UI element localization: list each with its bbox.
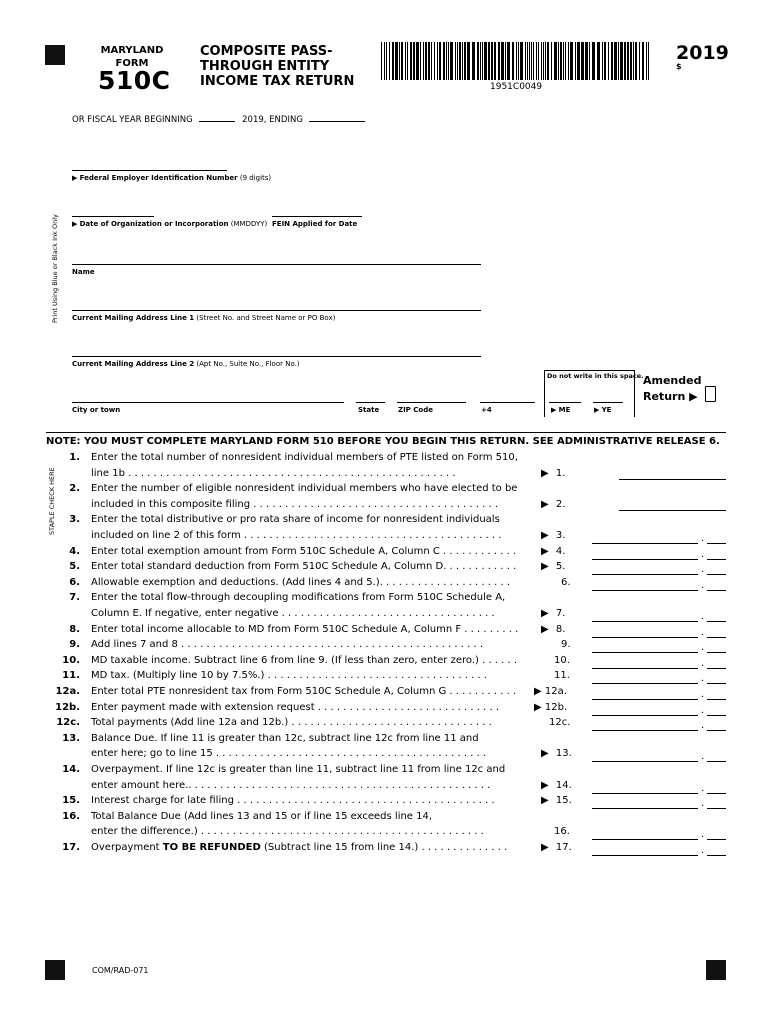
barcode-bar (431, 42, 432, 80)
barcode-bar (482, 42, 483, 80)
plus4-label: +4 (481, 406, 492, 414)
state-name: MARYLAND (100, 45, 164, 56)
amended-line2: Return (643, 390, 686, 403)
registration-mark-bottom-left (45, 960, 65, 980)
title-line1: COMPOSITE PASS- (200, 44, 333, 59)
line-number: 14. (62, 764, 80, 775)
line-reference (541, 841, 572, 855)
barcode-bar (389, 42, 390, 80)
line-cents-input[interactable] (707, 656, 726, 669)
line-count-input[interactable] (619, 498, 726, 511)
form-footer-code: COM/RAD-071 (92, 966, 149, 975)
barcode-bar (608, 42, 609, 80)
barcode-bar (405, 42, 406, 80)
barcode-bar (577, 42, 580, 80)
line-reference (541, 467, 565, 481)
barcode-bar (630, 42, 632, 80)
line-number: 2. (69, 483, 80, 495)
line-reference (541, 747, 572, 761)
tax-year: 2019 (676, 42, 729, 64)
line-number: 9. (69, 639, 80, 651)
barcode-bar (554, 42, 557, 80)
line-text: enter amount here.. . . . . . . . . . . . . . . . . . . . . . . . . . . . . . . . . . . . . . . . . . . . . . . . (91, 779, 491, 791)
line-reference (534, 685, 567, 699)
line-text-bold: TO BE REFUNDED (162, 842, 261, 853)
decimal-point: . (701, 657, 705, 669)
me-input (549, 402, 581, 403)
line-reference (541, 779, 572, 793)
line-text: Balance Due. If line 11 is greater than 12c, subtract line 12c from line 11 and (91, 732, 479, 744)
line-text: Allowable exemption and deductions. (Add lines 4 and 5.). . . . . . . . . . . . . . . . . . . . . (91, 576, 511, 588)
barcode-bar (570, 42, 573, 80)
fein-input[interactable] (72, 170, 227, 171)
barcode-bar (407, 42, 408, 80)
do-not-write-label: Do not write in this space. (547, 372, 644, 380)
line-ref-label: 1. (555, 467, 566, 479)
line-ref-label: 5. (555, 561, 566, 573)
decimal-point: . (701, 579, 705, 591)
line-number: 5. (69, 561, 80, 573)
barcode-bar (520, 42, 523, 80)
barcode-bar (624, 42, 626, 80)
date-org-label: ▶ Date of Organization or Incorporation (MMDDYY) (72, 220, 268, 228)
line-cents-input[interactable] (707, 703, 726, 716)
line-ref-label: 11. (554, 670, 570, 682)
barcode-bar (381, 42, 382, 80)
line-amount-input[interactable] (592, 578, 698, 591)
line-amount-input[interactable] (592, 827, 698, 840)
arrow-icon: ▶ (541, 530, 552, 541)
zip-label: ZIP Code (398, 406, 433, 414)
form-number: 510C (98, 66, 171, 95)
barcode-bar (568, 42, 569, 80)
barcode-bar (488, 42, 490, 80)
barcode-bar (597, 42, 600, 80)
barcode-bar (527, 42, 528, 80)
arrow-icon: ▶ (541, 498, 552, 510)
line-text: enter the difference.) . . . . . . . . . . . . . . . . . . . . . . . . . . . . . . . . . . . . . . . . . . . . . (91, 826, 484, 838)
line-reference (541, 545, 565, 559)
barcode-bar (428, 42, 430, 80)
title-line2: THROUGH ENTITY (200, 59, 330, 74)
barcode-bar (646, 42, 647, 80)
line-number: 15. (62, 795, 80, 807)
barcode-bar (620, 42, 623, 80)
line-number: 6. (69, 576, 80, 588)
line-count-input[interactable] (619, 467, 726, 480)
staple-check-here: STAPLE CHECK HERE (48, 467, 56, 535)
line-cents-input[interactable] (707, 609, 726, 622)
decimal-point: . (701, 689, 705, 700)
line-number: 8. (69, 623, 80, 635)
arrow-icon: ▶ (541, 795, 552, 807)
decimal-point: . (701, 704, 705, 716)
line-amount-input[interactable] (592, 625, 698, 638)
barcode-bar (477, 42, 479, 80)
decimal-point: . (701, 845, 705, 856)
barcode-bar (395, 42, 398, 80)
barcode-bar (423, 42, 424, 80)
line-cents-input[interactable] (707, 562, 726, 575)
barcode-bar (611, 42, 613, 80)
line-reference (541, 498, 565, 512)
barcode-bar (635, 42, 637, 80)
barcode-number: 1951C0049 (490, 82, 543, 92)
line-cents-input[interactable] (707, 781, 726, 794)
decimal-point: . (701, 642, 705, 654)
barcode-bar (467, 42, 470, 80)
barcode-bar (416, 42, 419, 80)
line-text-post: (Subtract line 15 from line 14.) . . . . . . . . . . . . . . (260, 842, 508, 853)
barcode-bar (560, 42, 562, 80)
barcode-bar (448, 42, 449, 80)
barcode (381, 42, 653, 80)
line-text: Total Balance Due (Add lines 13 and 15 or if line 15 exceeds line 14, (91, 810, 433, 822)
name-input[interactable] (72, 264, 481, 265)
barcode-bar (538, 42, 539, 80)
barcode-bar (533, 42, 534, 80)
decimal-point: . (701, 798, 705, 810)
line-number: 7. (69, 592, 80, 604)
line-cents-input[interactable] (707, 843, 726, 856)
barcode-bar (565, 42, 566, 80)
barcode-bar (604, 42, 606, 80)
barcode-bar (439, 42, 441, 80)
state-input[interactable] (356, 402, 385, 403)
barcode-bar (498, 42, 500, 80)
line-amount-input[interactable] (592, 687, 698, 700)
section-divider (46, 432, 726, 433)
line-number: 12a. (55, 686, 80, 697)
amended-return: Amended Return ▶ (643, 374, 702, 403)
print-instruction: Print Using Blue or Black Ink Only (51, 214, 59, 323)
line-amount-input[interactable] (592, 609, 698, 622)
barcode-bar (551, 42, 552, 80)
barcode-bar (585, 42, 588, 80)
fein-applied-input[interactable] (272, 216, 362, 217)
title-line3: INCOME TAX RETURN (200, 74, 355, 89)
barcode-bar (581, 42, 584, 80)
line-number: 12c. (56, 717, 80, 729)
barcode-bar (384, 42, 385, 80)
barcode-bar (507, 42, 510, 80)
line-text: Enter total PTE nonresident tax from Form 510C Schedule A, Column G . . . . . . . . . . . (91, 686, 517, 697)
barcode-bar (434, 42, 435, 80)
barcode-bar (547, 42, 549, 80)
decimal-point: . (701, 782, 705, 794)
barcode-bar (464, 42, 466, 80)
line-ref-label: 10. (554, 654, 570, 666)
decimal-point: . (701, 673, 705, 685)
line-text: Add lines 7 and 8 . . . . . . . . . . . . . . . . . . . . . . . . . . . . . . . . . . . . . . . . . . . . . . . . (91, 639, 484, 651)
line-ref-label: 6. (561, 576, 571, 588)
line-cents-input[interactable] (707, 796, 726, 809)
decimal-point: . (701, 720, 705, 732)
barcode-bar (491, 42, 493, 80)
barcode-bar (618, 42, 619, 80)
registration-mark-top-left (45, 45, 65, 65)
barcode-bar (536, 42, 537, 80)
barcode-bar (494, 42, 496, 80)
line-text: Enter total standard deduction from Form 510C Schedule A, Column D. . . . . . . . . . . . (91, 561, 517, 573)
barcode-bar (443, 42, 445, 80)
arrow-icon: ▶ (541, 842, 552, 853)
barcode-bar (420, 42, 421, 80)
arrow-icon: ▶ (541, 748, 552, 760)
line-text: Enter total income allocable to MD from Form 510C Schedule A, Column F . . . . . . . . . (91, 623, 519, 635)
barcode-bar (614, 42, 617, 80)
line-number: 17. (62, 842, 80, 853)
barcode-bar (425, 42, 427, 80)
arrow-icon: ▶ (541, 545, 552, 557)
line-reference (554, 825, 570, 839)
barcode-bar (563, 42, 564, 80)
line-text: Column E. If negative, enter negative . . . . . . . . . . . . . . . . . . . . . . . . . . . . . . . . . . (91, 608, 495, 619)
line-ref-label: 8. (555, 623, 566, 635)
line-text: included on line 2 of this form . . . . . . . . . . . . . . . . . . . . . . . . . . . . . . . . . . . . . . . . . (91, 530, 502, 541)
address-line1-input[interactable] (72, 310, 481, 311)
barcode-bar (505, 42, 506, 80)
line-cents-input[interactable] (707, 640, 726, 653)
line-text: enter here; go to line 15 . . . . . . . . . . . . . . . . . . . . . . . . . . . . . . . . . . . . . . . . . . . (91, 748, 487, 760)
line-reference (534, 701, 567, 715)
barcode-bar (459, 42, 461, 80)
line-cents-input[interactable] (707, 749, 726, 762)
barcode-bar (410, 42, 412, 80)
line-ref-label: 4. (555, 545, 566, 557)
ye-input (593, 402, 623, 403)
line-text: Enter total exemption amount from Form 510C Schedule A, Column C . . . . . . . . . . . . (91, 545, 517, 557)
ye-label: ▶ YE (594, 406, 612, 414)
form-word: FORM (115, 58, 149, 69)
line-reference (561, 638, 571, 652)
line-amount-input[interactable] (592, 640, 698, 653)
line-text: MD taxable income. Subtract line 6 from line 9. (If less than zero, enter zero.) . . . . . . (91, 654, 518, 666)
barcode-bar (386, 42, 387, 80)
line-ref-label: 16. (554, 826, 570, 838)
line-amount-input[interactable] (592, 531, 698, 544)
line-amount-input[interactable] (592, 749, 698, 762)
barcode-bar (531, 42, 532, 80)
arrow-icon: ▶ (541, 779, 552, 791)
arrow-icon: ▶ (541, 623, 552, 635)
zip-input[interactable] (397, 402, 466, 403)
barcode-bar (512, 42, 514, 80)
barcode-bar (639, 42, 640, 80)
line-amount-input[interactable] (592, 656, 698, 669)
line-text: line 1b . . . . . . . . . . . . . . . . . . . . . . . . . . . . . . . . . . . . . . . . . . . . . . . . . . . . (91, 467, 456, 479)
fiscal-begin-label: OR FISCAL YEAR BEGINNING (72, 115, 193, 125)
arrow-icon: ▶ (541, 608, 552, 619)
line-number: 4. (69, 545, 80, 557)
arrow-icon: ▶ (541, 467, 552, 479)
line-amount-input[interactable] (592, 547, 698, 560)
fiscal-end-input[interactable] (309, 113, 365, 122)
line-number: 3. (69, 514, 80, 526)
line-text: Enter the total flow-through decoupling modifications from Form 510C Schedule A, (91, 592, 506, 604)
line-ref-label: 17. (555, 842, 572, 853)
line-reference (541, 623, 565, 637)
line-ref-label: 12a. (544, 686, 567, 697)
fein-label: ▶ Federal Employer Identification Number (9 digits) (72, 174, 272, 182)
fein-applied-label: FEIN Applied for Date (272, 220, 358, 228)
address-line1-label: Current Mailing Address Line 1 (Street No. and Street Name or PO Box) (72, 314, 336, 322)
line-number: 12b. (55, 701, 80, 713)
line-amount-input[interactable] (592, 703, 698, 716)
line-text-pre: Overpayment (91, 842, 163, 853)
line-amount-input[interactable] (592, 562, 698, 575)
line-text: Enter payment made with extension request . . . . . . . . . . . . . . . . . . . . . . . . . . . . . (91, 701, 499, 713)
barcode-bar (602, 42, 603, 80)
line-cents-input[interactable] (707, 547, 726, 560)
line-ref-label: 9. (561, 639, 571, 651)
dollar-sign: $ (676, 62, 682, 71)
line-number: 16. (62, 810, 80, 822)
line-reference (541, 529, 565, 543)
barcode-bar (484, 42, 487, 80)
city-input[interactable] (72, 402, 344, 403)
line-cents-input[interactable] (707, 625, 726, 638)
barcode-bar (575, 42, 576, 80)
registration-mark-bottom-right (706, 960, 726, 980)
decimal-point: . (701, 829, 705, 841)
line-reference (541, 607, 565, 621)
address-line2-input[interactable] (72, 356, 481, 357)
line-text: Interest charge for late filing . . . . . . . . . . . . . . . . . . . . . . . . . . . . . . . . . . . . . . . . . (91, 795, 495, 807)
decimal-point: . (701, 533, 705, 544)
line-text: Total payments (Add line 12a and 12b.) . . . . . . . . . . . . . . . . . . . . . . . . . . . . . . . . (91, 717, 492, 729)
line-cents-input[interactable] (707, 827, 726, 840)
line-reference (561, 576, 571, 590)
arrow-icon: ▶ (534, 701, 545, 713)
barcode-bar (457, 42, 458, 80)
fiscal-year-line (72, 113, 365, 125)
line-ref-label: 12b. (544, 701, 568, 713)
barcode-bar (462, 42, 463, 80)
decimal-point: . (701, 751, 705, 763)
barcode-bar (472, 42, 475, 80)
decimal-point: . (701, 626, 705, 638)
barcode-bar (413, 42, 415, 80)
barcode-bar (401, 42, 403, 80)
line-ref-label: 13. (555, 748, 572, 760)
barcode-bar (592, 42, 595, 80)
amended-checkbox[interactable] (705, 386, 716, 402)
barcode-bar (627, 42, 629, 80)
line-reference (554, 669, 570, 683)
line-reference (554, 654, 570, 668)
line-reference (549, 716, 570, 730)
decimal-point: . (701, 611, 705, 622)
line-amount-input[interactable] (592, 796, 698, 809)
line-number: 13. (62, 732, 80, 744)
line-amount-input[interactable] (592, 718, 698, 731)
barcode-bar (633, 42, 634, 80)
barcode-bar (480, 42, 481, 80)
barcode-bar (518, 42, 519, 80)
barcode-bar (642, 42, 644, 80)
me-label: ▶ ME (551, 406, 571, 414)
name-label: Name (72, 268, 95, 276)
line-number: 11. (62, 670, 80, 682)
barcode-bar (541, 42, 542, 80)
line-reference (541, 794, 572, 808)
line-cents-input[interactable] (707, 718, 726, 731)
line-ref-label: 3. (555, 530, 566, 541)
barcode-bar (558, 42, 559, 80)
fiscal-end-label: 2019, ENDING (242, 115, 303, 125)
line-ref-label: 15. (555, 795, 572, 807)
barcode-bar (501, 42, 504, 80)
line-text: included in this composite filing . . . . . . . . . . . . . . . . . . . . . . . . . . . . . . . . . . . . . . . (91, 498, 499, 510)
barcode-bar (545, 42, 546, 80)
decimal-point: . (701, 564, 705, 576)
arrow-icon: ▶ (534, 686, 545, 697)
line-cents-input[interactable] (707, 671, 726, 684)
line-text: Enter the total number of nonresident individual members of PTE listed on Form 510, (91, 452, 518, 463)
line-ref-label: 14. (555, 779, 572, 791)
barcode-bar (392, 42, 394, 80)
line-number: 10. (62, 654, 80, 666)
decimal-point: . (701, 548, 705, 560)
line-text (91, 841, 531, 855)
line-cents-input[interactable] (707, 578, 726, 591)
line-amount-input[interactable] (592, 781, 698, 794)
arrow-icon: ▶ (541, 561, 552, 573)
barcode-bar (437, 42, 438, 80)
state-label: State (358, 406, 380, 414)
barcode-bar (543, 42, 544, 80)
barcode-bar (450, 42, 453, 80)
barcode-bar (399, 42, 400, 80)
line-text: Overpayment. If line 12c is greater than line 11, subtract line 11 from line 12c and (91, 764, 506, 775)
line-text: Enter the number of eligible nonresident individual members who have elected to be (91, 483, 518, 495)
line-text: MD tax. (Multiply line 10 by 7.5%.) . . . . . . . . . . . . . . . . . . . . . . . . . . . . . . . . . . . (91, 670, 487, 682)
barcode-bar (455, 42, 456, 80)
barcode-bar (525, 42, 526, 80)
line-amount-input[interactable] (592, 671, 698, 684)
barcode-bar (529, 42, 530, 80)
plus4-input[interactable] (480, 402, 535, 403)
form-title (200, 44, 354, 89)
barcode-bar (589, 42, 590, 80)
line-cents-input[interactable] (707, 531, 726, 544)
city-label: City or town (72, 406, 121, 414)
note-text: NOTE: YOU MUST COMPLETE MARYLAND FORM 510 BEFORE YOU BEGIN THIS RETURN. SEE ADMINISTRATIVE RELEASE 6. (46, 436, 720, 447)
barcode-bar (446, 42, 447, 80)
line-number: 1. (69, 452, 80, 463)
line-amount-input[interactable] (592, 843, 698, 856)
line-ref-label: 2. (555, 498, 566, 510)
line-ref-label: 7. (555, 608, 566, 619)
fiscal-begin-input[interactable] (199, 113, 235, 122)
line-text: Enter the total distributive or pro rata share of income for nonresident individuals (91, 514, 500, 526)
date-org-input[interactable] (72, 216, 154, 217)
amended-line1: Amended (643, 374, 702, 387)
barcode-bar (516, 42, 517, 80)
address-line2-label: Current Mailing Address Line 2 (Apt No., Suite No., Floor No.) (72, 360, 300, 368)
line-ref-label: 12c. (549, 717, 571, 729)
line-reference (541, 560, 565, 574)
line-cents-input[interactable] (707, 687, 726, 700)
barcode-bar (648, 42, 649, 80)
